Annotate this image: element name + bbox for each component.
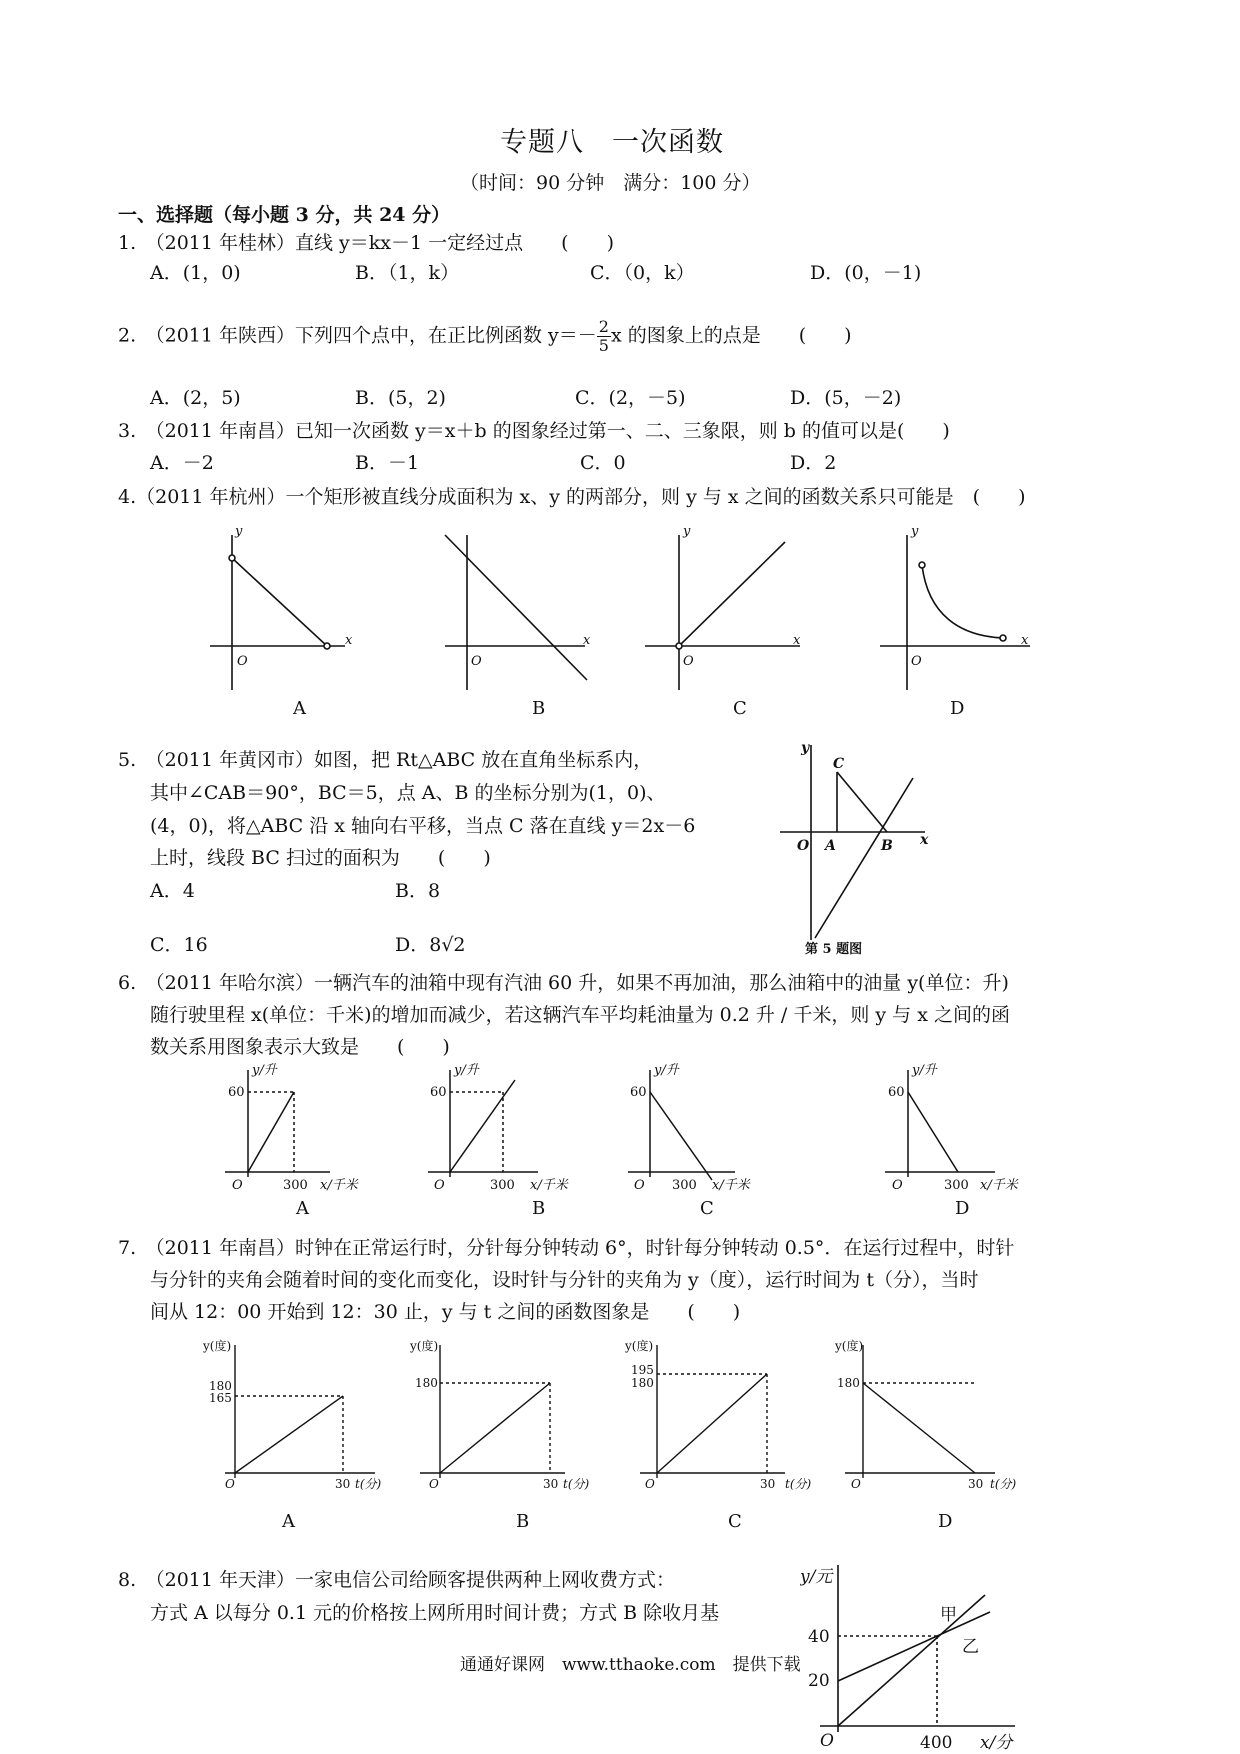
q7a-y-label: y(度) (203, 1339, 232, 1353)
q6c-x-tick: 300 (672, 1178, 697, 1192)
q4a-open-point-2 (324, 643, 330, 649)
q6c-line (650, 1092, 712, 1180)
q4d-open-point (919, 562, 925, 568)
q4c-y-label: y (683, 524, 691, 539)
q7c-tick-195: 195 (631, 1363, 654, 1377)
q6b-y-tick: 60 (430, 1085, 447, 1100)
q8-figure (800, 1560, 1030, 1750)
q5-figure (775, 740, 945, 940)
q6b-x-tick: 300 (490, 1178, 515, 1192)
q6-label-c: C (700, 1198, 714, 1219)
q6-line-1: 6. （2011 年哈尔滨）一辆汽车的油箱中现有汽油 60 升，如果不再加油，那么油箱中的油量 y(单位：升) (118, 972, 1009, 994)
q4d-y-label: y (911, 524, 919, 539)
q4d-origin: O (911, 654, 922, 669)
q2-fraction-denominator: 5 (598, 336, 609, 355)
q6a-x-label: x/千米 (320, 1178, 358, 1192)
q6b-origin: O (434, 1178, 445, 1192)
q8-line-2: 方式 A 以每分 0.1 元的价格按上网所用时间计费；方式 B 除收月基 (150, 1602, 720, 1624)
q6d-origin: O (892, 1178, 903, 1192)
q4a-line (232, 558, 327, 646)
q1-option-b: B．（1，k） (355, 262, 460, 284)
q2-stem (118, 318, 852, 355)
q4-stem: 4.（2011 年杭州）一个矩形被直线分成面积为 x、y 的两部分，则 y 与 x 之间的函数关系只可能是 ( ) (118, 486, 1026, 508)
q1-option-c: C．（0，k） (590, 262, 695, 284)
q6c-y-tick: 60 (630, 1085, 647, 1100)
q7b-line (440, 1383, 550, 1473)
q2-fraction-numerator: 2 (598, 317, 609, 336)
q7a-line (235, 1396, 343, 1473)
q4c-origin: O (683, 654, 694, 669)
q8-y-label: y/元 (800, 1567, 833, 1587)
q3-option-d: D．2 (790, 452, 837, 474)
q1-option-a: A．(1，0) (150, 262, 241, 284)
q7c-x-tick: 30 (760, 1477, 776, 1491)
q5-side-cb (837, 772, 887, 832)
q7-label-b: B (516, 1511, 530, 1532)
q7c-line (657, 1374, 767, 1473)
q7b-y-label: y(度) (410, 1339, 439, 1353)
q7d-y-label: y(度) (835, 1339, 864, 1353)
q6d-x-label: x/千米 (980, 1178, 1018, 1192)
q2-stem-b: x 的图象上的点是 ( ) (610, 324, 852, 347)
q7a-x-label: t(分) (355, 1477, 382, 1491)
q8-tick-40: 40 (808, 1627, 830, 1647)
q5-line-1: 5. （2011 年黄冈市）如图，把 Rt△ABC 放在直角坐标系内， (118, 749, 653, 771)
q5-point-b: B (881, 838, 893, 854)
q4a-open-point (229, 555, 235, 561)
q6a-y-label: y/升 (252, 1063, 277, 1078)
q4d-open-point-2 (1000, 635, 1006, 641)
q4d-x-label: x (1021, 633, 1029, 648)
q4b-origin: O (471, 654, 482, 669)
q5-fig-caption: 第 5 题图 (805, 942, 863, 957)
q7b-tick-180: 180 (415, 1376, 438, 1390)
q6-line-3: 数关系用图象表示大致是 ( ) (150, 1036, 450, 1058)
q3-option-a: A．－2 (150, 452, 214, 474)
q2-fraction (597, 318, 611, 355)
q7-label-c: C (728, 1511, 742, 1532)
q7d-x-tick: 30 (968, 1477, 984, 1491)
q7c-x-label: t(分) (785, 1477, 812, 1491)
q5-line-3: (4，0)，将△ABC 沿 x 轴向右平移，当点 C 落在直线 y＝2x－6 (150, 815, 696, 837)
q4a-x-label: x (345, 633, 353, 648)
q6b-y-label: y/升 (454, 1063, 479, 1078)
q7-graphs (195, 1330, 1055, 1500)
q7c-tick-180: 180 (631, 1376, 654, 1390)
q7-line-3: 间从 12：00 开始到 12：30 止，y 与 t 之间的函数图象是 ( ) (150, 1301, 741, 1323)
q6a-y-tick: 60 (228, 1085, 245, 1100)
q6b-line (450, 1080, 515, 1172)
section-heading: 一、选择题（每小题 3 分，共 24 分） (118, 204, 451, 226)
q4c-line (679, 542, 785, 646)
q3-option-b: B．－1 (355, 452, 420, 474)
q4b-x-label: x (583, 633, 591, 648)
q2-option-b: B．(5，2) (355, 387, 446, 409)
q4-label-c: C (733, 698, 747, 719)
q7c-origin: O (645, 1477, 655, 1491)
q3-option-c: C．0 (580, 452, 626, 474)
q5-point-a: A (825, 838, 836, 854)
q1-stem: 1. （2011 年桂林）直线 y＝kx－1 一定经过点 ( ) (118, 232, 614, 254)
q7b-origin: O (429, 1477, 439, 1491)
q6d-line (908, 1092, 958, 1172)
q8-x-label: x/分 (980, 1733, 1013, 1750)
q7a-origin: O (225, 1477, 235, 1491)
q8-tick-20: 20 (808, 1671, 830, 1691)
q7d-origin: O (851, 1477, 861, 1491)
q5-option-a: A．4 (150, 880, 195, 902)
q6-graphs (220, 1062, 1050, 1192)
q5-x-label: x (920, 832, 929, 848)
q4-label-a: A (293, 698, 306, 719)
q6c-y-label: y/升 (654, 1063, 679, 1078)
q7a-tick-165: 165 (209, 1391, 232, 1405)
q7c-y-label: y(度) (625, 1339, 654, 1353)
q6a-line (248, 1092, 294, 1172)
q4-label-d: D (950, 698, 965, 719)
q2-option-d: D．(5，－2) (790, 387, 902, 409)
q7a-tick-180: 180 (209, 1379, 232, 1393)
q4-graphs (195, 520, 1145, 690)
q2-option-a: A．(2，5) (150, 387, 241, 409)
q4d-curve (922, 565, 1003, 638)
q5-option-d: D．8√2 (395, 934, 466, 956)
q7d-tick-180: 180 (837, 1376, 860, 1390)
q4a-origin: O (237, 654, 248, 669)
q6-label-a: A (296, 1198, 309, 1219)
q6c-x-label: x/千米 (712, 1178, 750, 1192)
q5-line-4: 上时，线段 BC 扫过的面积为 ( ) (150, 847, 491, 869)
q8-label-jia: 甲 (940, 1605, 957, 1625)
q7b-x-tick: 30 (543, 1477, 559, 1491)
q6a-x-tick: 300 (283, 1178, 308, 1192)
q8-tick-400: 400 (920, 1733, 953, 1750)
q7b-x-label: t(分) (563, 1477, 590, 1491)
q6-label-d: D (955, 1198, 970, 1219)
q5-option-b: B．8 (395, 880, 441, 902)
q2-option-c: C．(2，－5) (575, 387, 686, 409)
q6c-origin: O (634, 1178, 645, 1192)
q8-line-jia (838, 1595, 985, 1726)
q6d-x-tick: 300 (944, 1178, 969, 1192)
q4c-open-point (676, 643, 682, 649)
page-title: 专题八 一次函数 (500, 127, 724, 158)
page-footer: 通通好课网 www.tthaoke.com 提供下载 (460, 1655, 801, 1675)
q7a-x-tick: 30 (335, 1477, 351, 1491)
q6b-x-label: x/千米 (530, 1178, 568, 1192)
q6-label-b: B (532, 1198, 546, 1219)
q4c-x-label: x (793, 633, 801, 648)
q7d-line (863, 1383, 975, 1473)
q7-label-d: D (938, 1511, 953, 1532)
page-subtitle: （时间：90 分钟 满分：100 分） (460, 172, 761, 194)
q7-label-a: A (282, 1511, 295, 1532)
q8-label-yi: 乙 (962, 1637, 979, 1657)
q6-line-2: 随行驶里程 x(单位：千米)的增加而减少，若这辆汽车平均耗油量为 0.2 升 / 千米，则 y 与 x 之间的函 (150, 1004, 1010, 1026)
q7-line-2: 与分针的夹角会随着时间的变化而变化，设时针与分针的夹角为 y（度），运行时间为 t（分），当时 (150, 1269, 979, 1291)
q6a-origin: O (232, 1178, 243, 1192)
q5-line-2: 其中∠CAB＝90°，BC＝5，点 A、B 的坐标分别为(1，0)、 (150, 782, 666, 804)
q5-option-c: C．16 (150, 934, 208, 956)
q7d-x-label: t(分) (990, 1477, 1017, 1491)
q7-line-1: 7. （2011 年南昌）时钟在正常运行时，分针每分钟转动 6°，时针每分钟转动 0.5°．在运行过程中，时针 (118, 1237, 1015, 1259)
q5-y-label: y (801, 740, 810, 756)
q6d-y-label: y/升 (912, 1063, 937, 1078)
q6d-y-tick: 60 (888, 1085, 905, 1100)
q2-stem-a: 2. （2011 年陕西）下列四个点中，在正比例函数 y＝－ (118, 324, 597, 347)
q5-line-y2x-6 (815, 778, 913, 938)
q5-point-c: C (833, 756, 845, 772)
q1-option-d: D．(0，－1) (810, 262, 922, 284)
q4-label-b: B (532, 698, 546, 719)
q8-origin: O (820, 1731, 834, 1750)
q3-stem: 3. （2011 年南昌）已知一次函数 y＝x＋b 的图象经过第一、二、三象限，则 b 的值可以是( ) (118, 420, 950, 442)
q5-origin: O (797, 838, 810, 854)
q4a-y-label: y (235, 524, 243, 539)
q8-line-1: 8. （2011 年天津）一家电信公司给顾客提供两种上网收费方式： (118, 1569, 676, 1591)
